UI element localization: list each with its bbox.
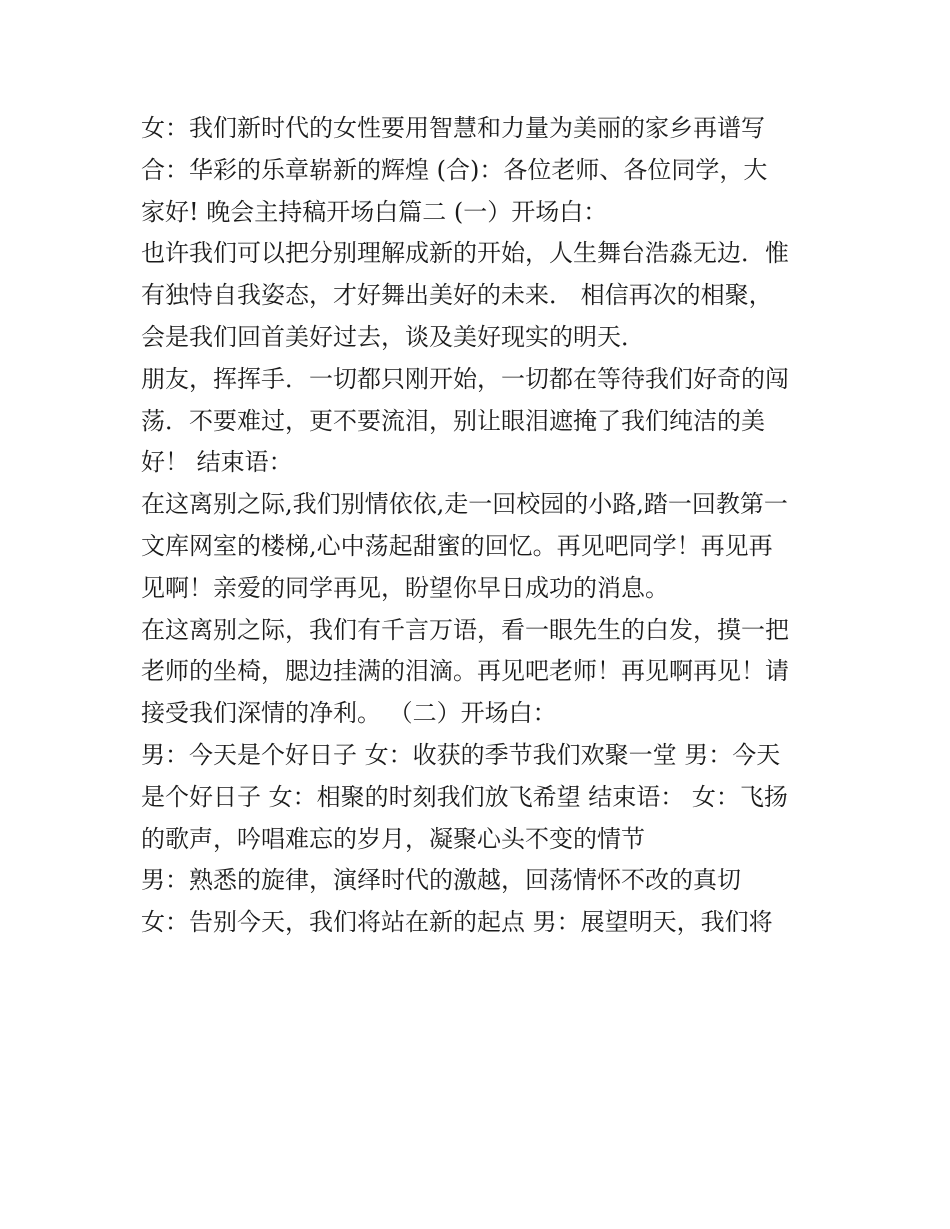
- text-line: 在这离别之际,我们别情依依,走一回校园的小路,踏一回教第一: [141, 490, 788, 519]
- text-line: 好！ 结束语：: [141, 448, 293, 477]
- text-line: 女：我们新时代的女性要用智慧和力量为美丽的家乡再谱写: [141, 114, 765, 142]
- text-line: 有独恃自我姿态，才好舞出美好的未来． 相信再次的相聚，: [141, 281, 773, 310]
- text-line: 朋友，挥挥手．一切都只刚开始，一切都在等待我们好奇的闯: [141, 364, 789, 393]
- text-line: 是个好日子 女：相聚的时刻我们放飞希望 结束语： 女：飞扬: [141, 782, 788, 811]
- text-line: 在这离别之际，我们有千言万语，看一眼先生的白发，摸一把: [141, 615, 789, 644]
- text-line: 的歌声，吟唱难忘的岁月，凝聚心头不变的情节: [141, 824, 645, 853]
- text-line: 接受我们深情的净利。 （二）开场白：: [141, 699, 557, 728]
- text-line: 会是我们回首美好过去，谈及美好现实的明天．: [141, 322, 645, 351]
- text-line: 荡．不要难过，更不要流泪，别让眼泪遮掩了我们纯洁的美: [141, 406, 765, 435]
- text-line: 男：今天是个好日子 女：收获的季节我们欢聚一堂 男：今天: [141, 740, 781, 769]
- text-line: 家好! 晚会主持稿开场白篇二 (一）开场白：: [141, 197, 608, 226]
- text-line: 男：熟悉的旋律，演绎时代的激越，回荡情怀不改的真切: [141, 866, 741, 895]
- text-line: 老师的坐椅，腮边挂满的泪滴。再见吧老师！再见啊再见！请: [141, 657, 789, 686]
- text-line: 女：告别今天，我们将站在新的起点 男：展望明天，我们将: [141, 908, 773, 937]
- text-line: 也许我们可以把分别理解成新的开始，人生舞台浩淼无边．惟: [141, 239, 789, 268]
- body-text: [141, 108, 821, 944]
- text-line: 文库网室的楼梯,心中荡起甜蜜的回忆。再见吧同学！再见再: [141, 531, 773, 560]
- text-line: 见啊！亲爱的同学再见，盼望你早日成功的消息。: [141, 573, 669, 602]
- text-line: 合：华彩的乐章崭新的辉煌 (合)：各位老师、各位同学，大: [141, 155, 768, 184]
